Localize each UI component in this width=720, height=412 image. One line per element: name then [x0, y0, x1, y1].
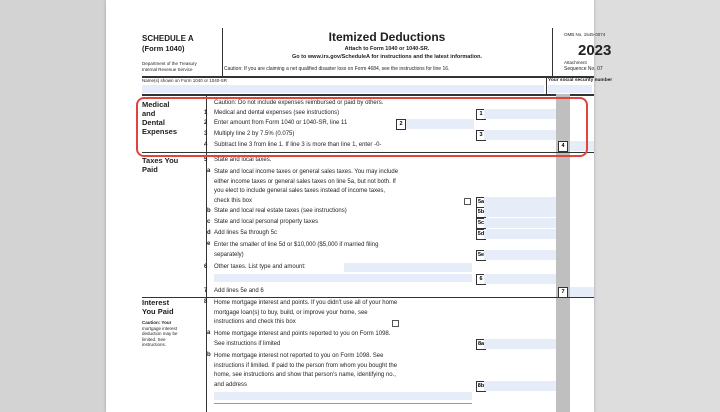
- medical-line3: Multiply line 2 by 7.5% (0.075): [214, 131, 295, 137]
- dept-line2: Internal Revenue Service: [142, 67, 193, 72]
- background-right: [594, 0, 720, 412]
- omb-number: OMB No. 1545-0074: [564, 32, 606, 37]
- tax-year: 2023: [578, 42, 612, 59]
- form-page: SCHEDULE A (Form 1040) Department of the Treasury Internal Revenue Service Itemized Deductions Attach to Form 1040 or 1040-SR. Go to www.irs.gov/ScheduleA for instructions and the latest information. Caution: If you are claiming a net qualified disaster loss on Form 4684, see the instructions for line 16. OMB No. 1545-0074 2023 Attachment Sequence No. 07 Name(s) shown on Form 1040 or 1040-SR Your social security number Medical and Dental Expenses Caution: Do not include expenses reimbursed or paid by others. 1 Medical and dental expenses (see instructions) 1 2 Enter amount from Form 1040 or 1040-SR, line 11 2 3 Multiply line 2 by 7.5% (0.075) 3 4 Subtract line 3 from line 1. If line 3 is more than line 1, enter -0- 4 Taxes You Paid 5 State and local taxes. a State and local income taxes or general sales taxes. You may include either income taxes or general sales taxes on line 5a, but not both. If you elect to include general sales taxes instead of income taxes, check this box 5a b State and local real estate taxes (see instructions) 5b c State and local personal property taxes 5c d Add lines 5a through 5c 5d e Enter the smaller of line 5d or $10,000 ($5,000 if married filing separately) 5e 6 Other taxes. List type and amount: 6 7 Add lines 5e and 6 7 Interest You Paid Caution: Your mortgage interest deduction may be limited. See instructions. 8 Home mortgage interest and points. If you didn't use all of your home mortgage loan(s) to buy, build, or improve your home, see instructions and check this box a Home mortgage interest and points reported to you on Form 1098. See instructions if limited 8a b Home mortgage interest not reported to you on Form 1098. See instructions if limited. If paid to the person from whom you bought the home, see instructions and show that person's name, identifying no., and address 8b: [106, 0, 594, 412]
- line6-amount[interactable]: [484, 274, 556, 284]
- other-taxes-type[interactable]: [344, 263, 472, 272]
- line5b-amount[interactable]: [484, 207, 556, 217]
- sales-tax-checkbox[interactable]: [464, 198, 471, 205]
- dept-line1: Department of the Treasury: [142, 61, 197, 66]
- schedule-title: SCHEDULE A: [142, 34, 194, 43]
- medical-highlight: [136, 97, 588, 157]
- goto-line: Go to www.irs.gov/ScheduleA for instructions and the latest information.: [292, 54, 482, 60]
- attach-line: Attach to Form 1040 or 1040-SR.: [344, 46, 430, 52]
- medical-line2: Enter amount from Form 1040 or 1040-SR, line 11: [214, 120, 348, 126]
- name-field[interactable]: [142, 85, 544, 93]
- line5a-amount[interactable]: [484, 197, 556, 207]
- taxes-line5b: State and local real estate taxes (see instructions): [214, 208, 347, 214]
- taxes-line5e: Enter the smaller of line 5d or $10,000 ($5,000 if married filing separately): [214, 242, 379, 258]
- form-title: Itemized Deductions: [328, 30, 446, 44]
- caution-line: Caution: If you are claiming a net qualified disaster loss on Form 4684, see the instructions for line 16.: [224, 66, 450, 72]
- line8-checkbox[interactable]: [392, 320, 399, 327]
- name-label: Name(s) shown on Form 1040 or 1040-SR: [142, 78, 228, 83]
- medical-caution: Caution: Do not include expenses reimbursed or paid by others.: [214, 100, 384, 106]
- ssn-field[interactable]: [548, 85, 592, 93]
- taxes-line5a: State and local income taxes or general sales taxes. You may include either income taxes or general sales taxes on line 5a, but not both. If you elect to include general sales taxes instead of income taxes, check this box: [214, 169, 399, 204]
- line8a-amount[interactable]: [484, 339, 556, 349]
- seller-info-field[interactable]: [214, 392, 472, 400]
- interest-section-label: Interest You Paid: [142, 298, 174, 316]
- line5c-amount[interactable]: [484, 218, 556, 228]
- line7-amount[interactable]: [570, 287, 594, 297]
- interest-line8: Home mortgage interest and points. If you didn't use all of your home mortgage loan(s) to buy, build, or improve your home, see instructions and check this box: [214, 300, 398, 325]
- taxes-line5c: State and local personal property taxes: [214, 219, 319, 225]
- form-number: (Form 1040): [142, 44, 185, 53]
- medical-section-label: Medical and Dental Expenses: [142, 100, 178, 136]
- ssn-label: Your social security number: [548, 78, 613, 83]
- interest-line8a: Home mortgage interest and points reported to you on Form 1098. See instructions if limited: [214, 331, 391, 347]
- taxes-line7: Add lines 5e and 6: [214, 288, 264, 294]
- other-taxes-type-2[interactable]: [214, 274, 472, 282]
- background-left: [0, 0, 106, 412]
- line8b-amount[interactable]: [484, 381, 556, 391]
- line5e-amount[interactable]: [484, 250, 556, 260]
- interest-caution: Caution: Your mortgage interest deduction may be limited. See instructions.: [142, 320, 178, 347]
- sequence-number: Sequence No. 07: [564, 66, 603, 72]
- attachment-label: Attachment: [564, 60, 587, 65]
- medical-line1: Medical and dental expenses (see instructions): [214, 110, 340, 116]
- taxes-section-label: Taxes You Paid: [142, 156, 179, 174]
- taxes-line5d: Add lines 5a through 5c: [214, 230, 278, 236]
- taxes-line6: Other taxes. List type and amount:: [214, 264, 306, 270]
- line5d-amount[interactable]: [484, 229, 556, 239]
- interest-line8b: Home mortgage interest not reported to you on Form 1098. See instructions if limited. If paid to the person from whom you bought the home, see instructions and show that person's name, identifying no., and address: [214, 353, 398, 388]
- taxes-line5: State and local taxes.: [214, 157, 272, 163]
- medical-line4: Subtract line 3 from line 1. If line 3 is more than line 1, enter -0-: [214, 142, 382, 148]
